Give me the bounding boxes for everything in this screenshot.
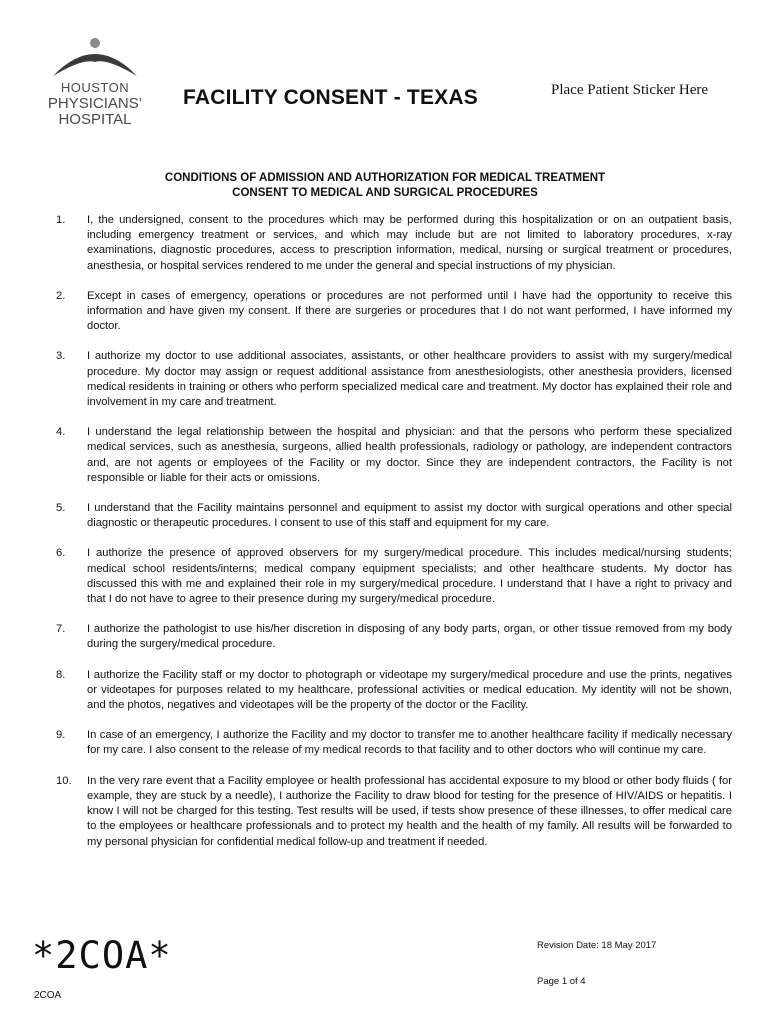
item-text: I understand the legal relationship between the hospital and physician: and that the persons who perform these specialized medical services, such as anesthesia, surgeons, allied health professionals, radiology or pathology, are independent contractors and, are not agents or employees of the Facility or my doctor. Since they are independent contractors, the Facility is not responsible or liable for their acts or omissions. (87, 426, 732, 484)
list-item (56, 425, 732, 486)
list-item (56, 289, 732, 335)
item-text: I authorize the presence of approved observers for my surgery/medical procedure. This includes medical/nursing students; medical school residents/interns; medical company equipment specialists; and other healthcare students. My doctor has discussed this with me and explained their role in my surgery/medical procedure. I understand that I have a right to privacy and that I do not have to agree to their presence during my surgery/medical procedure. (87, 547, 732, 606)
list-item (56, 501, 732, 531)
hospital-logo (40, 36, 150, 140)
list-item (56, 546, 732, 607)
item-text: I, the undersigned, consent to the procedures which may be performed during this hospitalization or on an outpatient basis, including emergency treatment or services, and which may include but are not limited to laboratory procedures, x-ray examinations, diagnostic procedures, access to prescription information, medical, nursing or surgical treatment or procedures, anesthesia, or hospital services rendered to me under the general and special instructions of my physician. (87, 214, 732, 272)
item-text: In the very rare event that a Facility employee or health professional has accidental exposure to my blood or other body fluids ( for example, they are stuck by a needle), I authorize the Facility to draw blood for testing for the presence of HIV/AIDS or hepatitis. I know I will not be charged for this testing. Test results will be used, if tests show presence of these illnesses, to offer medical care to the employees or healthcare professionals and to protect my health and the health of my family. All results will be forwarded to my personal physician for confidential medical follow-up and treatment if needed. (87, 774, 732, 848)
item-text: I authorize the Facility staff or my doctor to photograph or videotape my surgery/medical procedure and use the prints, negatives or videotapes for purposes related to my healthcare, professional activities or medical education. My identity will not be shown, and the photos, negatives and videotapes will be the property of the doctor or the Facility. (87, 668, 732, 712)
item-number: 4. (56, 426, 66, 439)
list-item (56, 728, 732, 758)
list-item (56, 774, 732, 850)
consent-list (56, 213, 732, 850)
logo-text-line: HOSPITAL (58, 111, 132, 128)
item-text: I authorize the pathologist to use his/her discretion in disposing of any body parts, organ, or other tissue removed from my body during the surgery/medical procedure. (87, 623, 732, 651)
item-number: 8. (56, 668, 66, 681)
item-number: 6. (56, 547, 66, 560)
form-code: 2COA (34, 990, 62, 1001)
logo-text-line: PHYSICIANS’ (47, 95, 143, 112)
item-text: Except in cases of emergency, operations or procedures are not performed until I have had the opportunity to receive this information and have given my consent. If there are surgeries or procedures that I do not want performed, I have informed my doctor. (87, 289, 732, 333)
item-number: 3. (56, 350, 66, 363)
item-number: 5. (56, 502, 66, 515)
item-text: In case of an emergency, I authorize the Facility and my doctor to transfer me to another healthcare facility if medically necessary for my care. I also consent to the release of my medical records to that facility and to other doctors who will continue my care. (87, 729, 732, 757)
item-number: 10. (56, 774, 72, 787)
section-heading: CONDITIONS OF ADMISSION AND AUTHORIZATION FOR MEDICAL TREATMENT (164, 172, 606, 184)
list-item (56, 668, 732, 714)
section-subheading: CONSENT TO MEDICAL AND SURGICAL PROCEDURES (232, 187, 538, 199)
page-number: Page 1 of 4 (537, 976, 586, 987)
barcode-label: *2COA* (32, 934, 172, 977)
item-number: 1. (56, 214, 66, 226)
logo-text-line: HOUSTON (60, 80, 130, 95)
item-number: 9. (56, 729, 66, 742)
item-number: 2. (56, 289, 66, 302)
list-item (56, 349, 732, 410)
document-title: FACILITY CONSENT - TEXAS (183, 86, 478, 109)
list-item (56, 622, 732, 652)
logo-figure-icon (47, 36, 143, 78)
item-text: I authorize my doctor to use additional associates, assistants, or other healthcare providers to assist with my surgery/medical procedure. My doctor may assign or request additional assistance from anesthesiologists, other anesthesia providers, licensed medical residents in training or others who perform specialized medical care and treatment. My doctor has explained their role and involvement in my care and treatment. (87, 350, 732, 409)
item-text: I understand that the Facility maintains personnel and equipment to assist my doctor with surgical operations and other special diagnostic or therapeutic procedures. I consent to use of this staff and equipment for my care. (87, 502, 732, 530)
revision-date: Revision Date: 18 May 2017 (537, 940, 657, 951)
list-item (56, 213, 732, 274)
patient-sticker-note: Place Patient Sticker Here (551, 82, 709, 98)
item-number: 7. (56, 623, 66, 636)
